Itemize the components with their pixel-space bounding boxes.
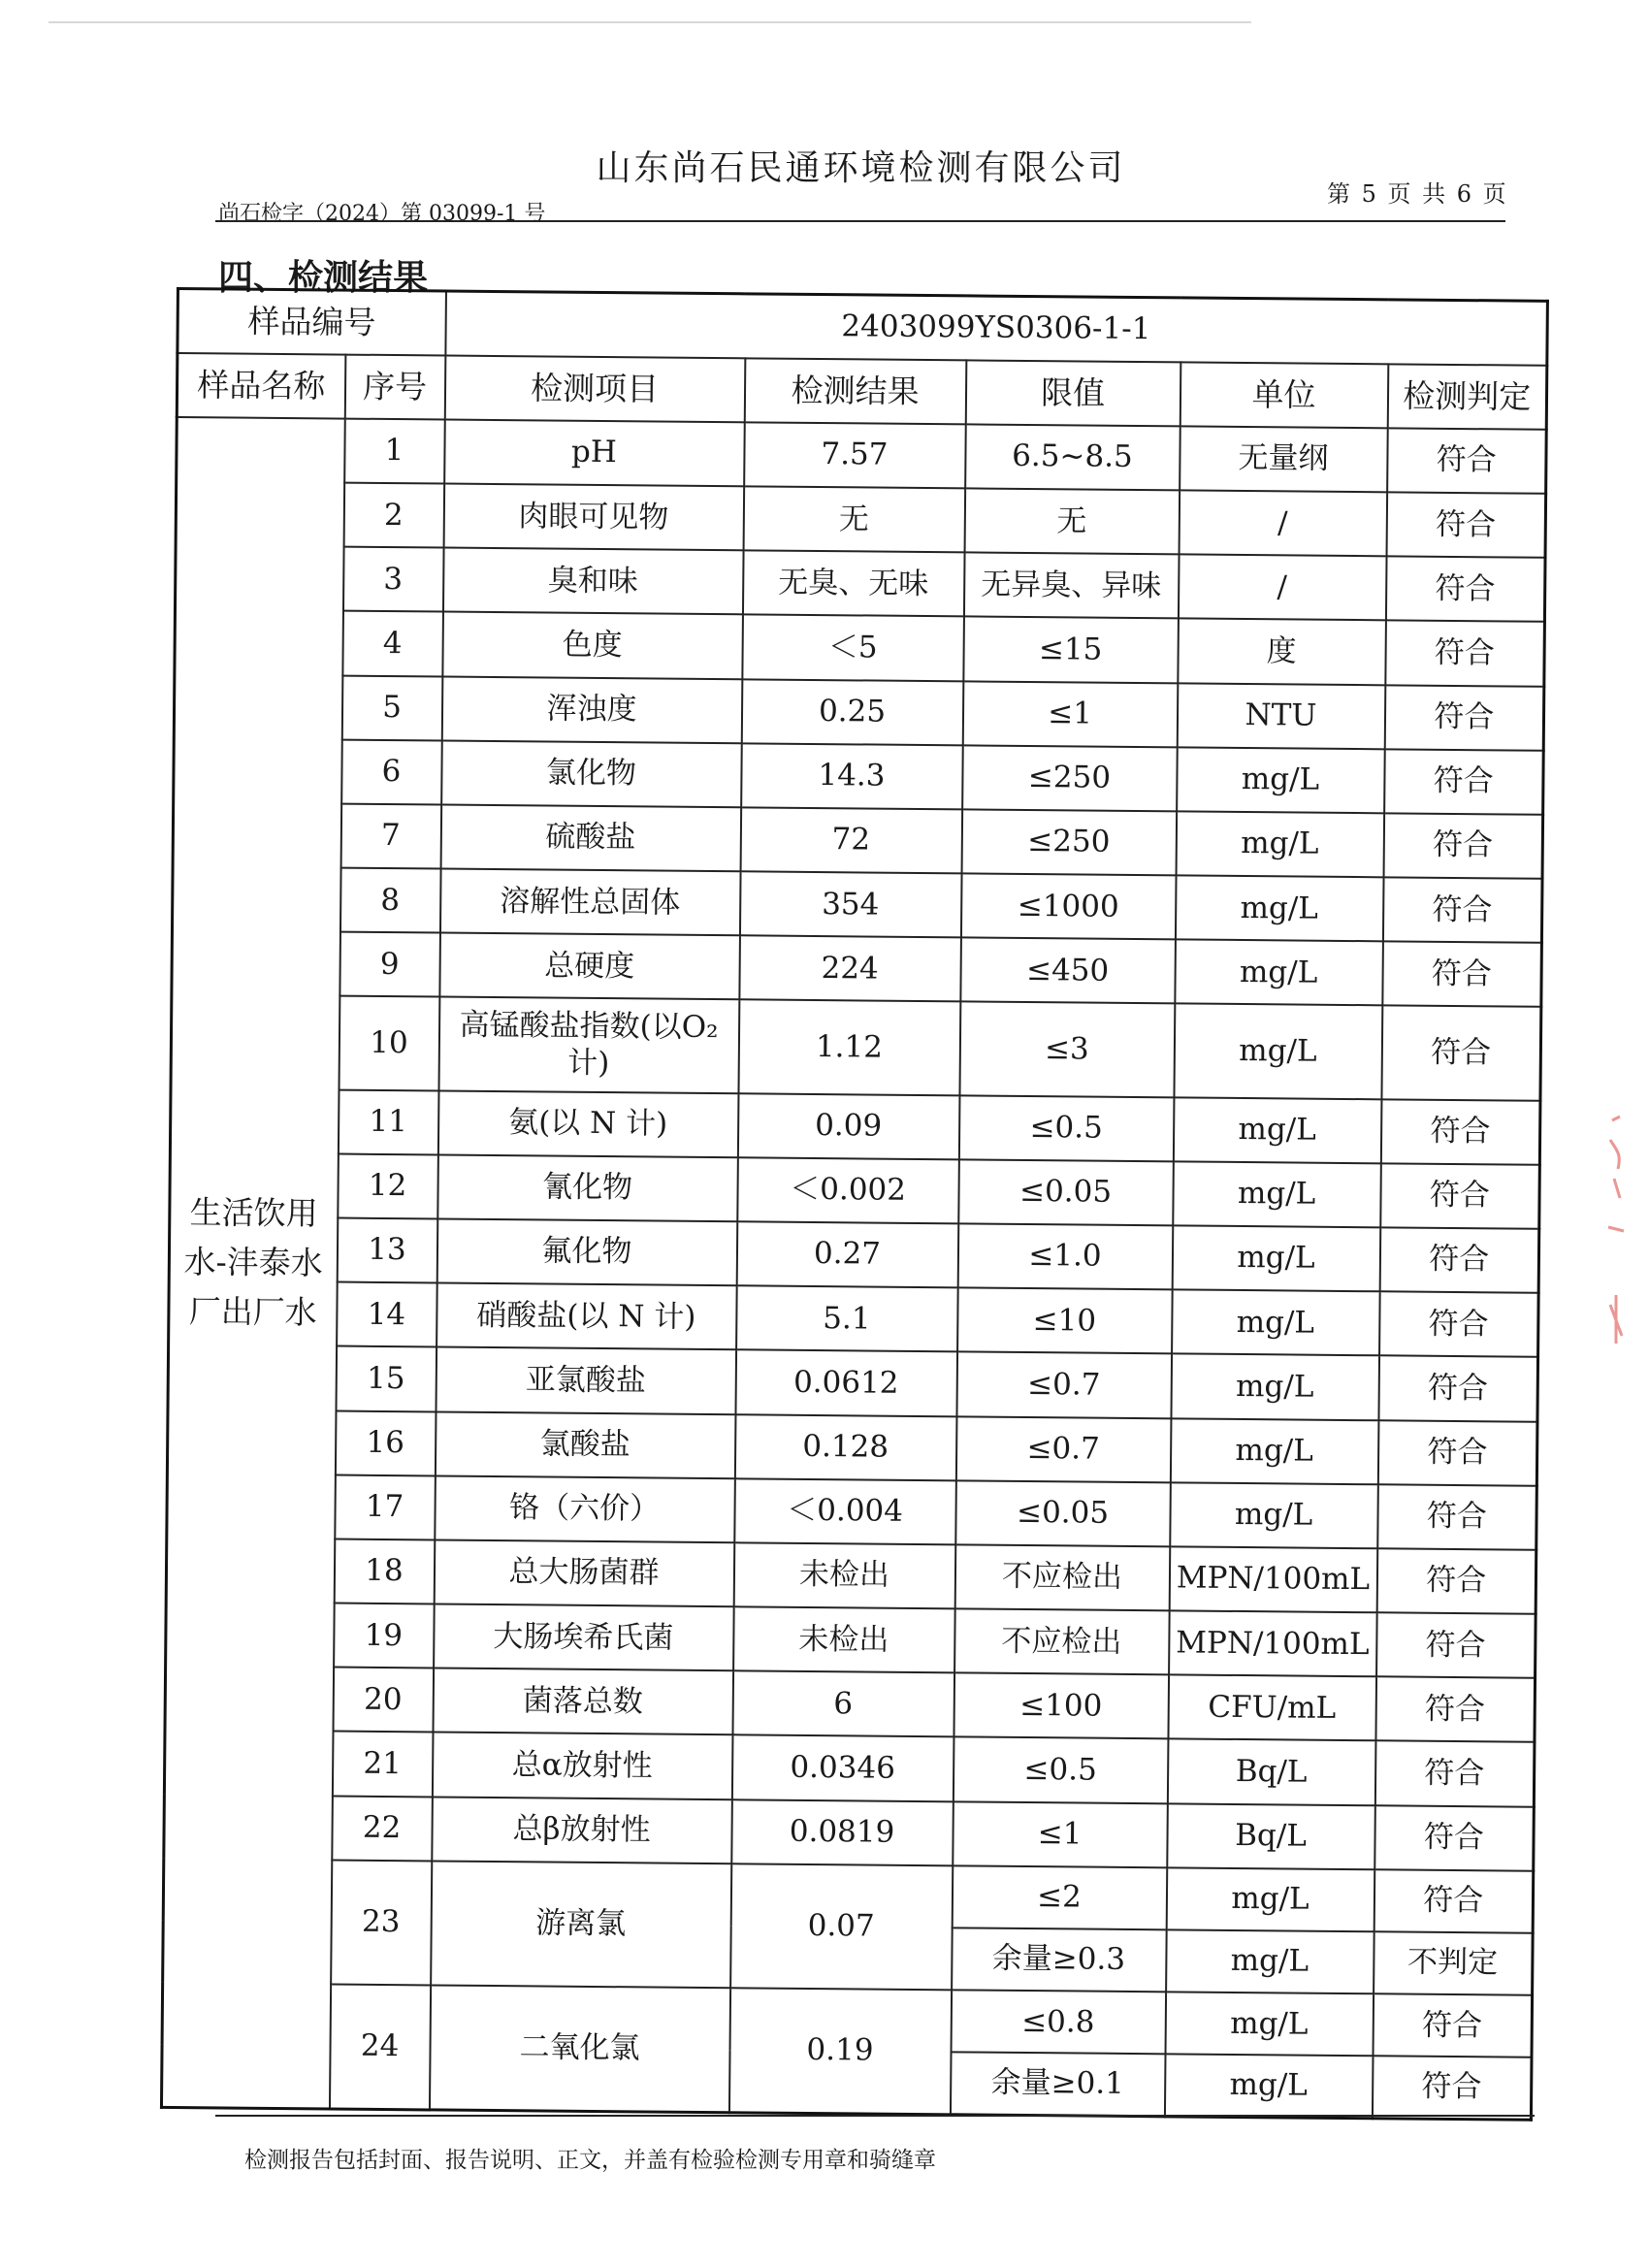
cell-verdict: 符合 bbox=[1385, 557, 1545, 623]
cell-verdict: 符合 bbox=[1376, 1612, 1536, 1678]
cell-unit: MPN/100mL bbox=[1169, 1546, 1377, 1612]
cell-limit: ≤250 bbox=[962, 745, 1178, 811]
cell-seq: 4 bbox=[342, 611, 443, 676]
cell-unit: mg/L bbox=[1165, 1992, 1374, 2056]
cell-unit: mg/L bbox=[1171, 1354, 1379, 1420]
cell-result: ＜0.004 bbox=[734, 1478, 956, 1544]
unit-header: 单位 bbox=[1180, 362, 1388, 428]
cell-seq: 19 bbox=[334, 1604, 435, 1669]
cell-limit: ≤0.5 bbox=[953, 1737, 1168, 1803]
cell-unit: NTU bbox=[1177, 683, 1385, 749]
cell-unit: mg/L bbox=[1175, 940, 1383, 1006]
cell-verdict: 符合 bbox=[1382, 942, 1542, 1008]
cell-limit: 余量≥0.1 bbox=[950, 2052, 1165, 2116]
table-row bbox=[162, 1983, 1533, 2057]
cell-item: 色度 bbox=[442, 612, 743, 679]
cell-result: 0.07 bbox=[730, 1863, 953, 1990]
cell-result: 0.0612 bbox=[735, 1350, 957, 1416]
cell-unit: MPN/100mL bbox=[1169, 1610, 1377, 1676]
cell-unit: mg/L bbox=[1172, 1290, 1380, 1356]
cell-limit: ≤450 bbox=[960, 938, 1176, 1004]
cell-limit: 6.5~8.5 bbox=[965, 424, 1180, 490]
cell-item: 游离氯 bbox=[431, 1861, 731, 1988]
cell-limit: ≤250 bbox=[961, 809, 1177, 875]
cell-result: 6 bbox=[732, 1670, 954, 1736]
footer-rule bbox=[215, 2115, 1535, 2117]
cell-item: 大肠埃希氏菌 bbox=[434, 1604, 734, 1670]
verdict-header: 检测判定 bbox=[1387, 364, 1547, 430]
cell-seq: 8 bbox=[340, 868, 440, 933]
sample-number-value: 2403099YS0306-1-1 bbox=[445, 291, 1548, 365]
cell-seq: 23 bbox=[331, 1860, 432, 1985]
cell-limit: ≤0.7 bbox=[955, 1416, 1171, 1482]
cell-limit: ≤1 bbox=[962, 681, 1178, 747]
cell-limit: ≤100 bbox=[954, 1673, 1169, 1739]
cell-verdict: 符合 bbox=[1377, 1484, 1537, 1550]
cell-verdict: 符合 bbox=[1378, 1356, 1538, 1422]
cell-verdict: 符合 bbox=[1382, 877, 1542, 943]
cell-result: 1.12 bbox=[738, 1000, 960, 1095]
cell-verdict: 符合 bbox=[1374, 1741, 1535, 1807]
cell-item: 总β放射性 bbox=[432, 1797, 732, 1863]
cell-seq: 18 bbox=[334, 1539, 435, 1604]
cell-seq: 11 bbox=[338, 1089, 438, 1154]
cell-limit: ≤0.5 bbox=[958, 1095, 1174, 1161]
cell-limit: 不应检出 bbox=[954, 1544, 1170, 1610]
page-number: 第 5 页 共 6 页 bbox=[1327, 180, 1508, 208]
cell-verdict: 符合 bbox=[1384, 749, 1544, 815]
cell-verdict: 符合 bbox=[1375, 1676, 1536, 1742]
cell-verdict: 符合 bbox=[1372, 2056, 1532, 2120]
cell-item: 肉眼可见物 bbox=[443, 484, 744, 551]
cell-item: pH bbox=[444, 419, 745, 486]
cell-seq: 10 bbox=[339, 996, 439, 1090]
cell-item: 总硬度 bbox=[439, 933, 740, 1000]
cell-item: 氰化物 bbox=[437, 1154, 738, 1221]
cell-verdict: 符合 bbox=[1374, 1805, 1535, 1871]
cell-unit: mg/L bbox=[1166, 1929, 1374, 1993]
cell-item: 臭和味 bbox=[442, 548, 743, 615]
section-title: 四、检测结果 bbox=[218, 257, 429, 298]
top-scan-line bbox=[48, 21, 1251, 23]
cell-result: 5.1 bbox=[736, 1285, 958, 1351]
cell-verdict: 符合 bbox=[1384, 685, 1544, 751]
cell-unit: mg/L bbox=[1170, 1418, 1378, 1484]
cell-limit: 不应检出 bbox=[954, 1608, 1170, 1674]
cell-limit: ≤1 bbox=[953, 1801, 1168, 1867]
cell-unit: mg/L bbox=[1173, 1161, 1381, 1227]
cell-unit: / bbox=[1178, 555, 1386, 621]
cell-result: ＜5 bbox=[742, 615, 964, 681]
cell-limit: ≤2 bbox=[952, 1865, 1167, 1929]
cell-unit: / bbox=[1179, 490, 1387, 556]
cell-seq: 14 bbox=[337, 1282, 437, 1347]
cell-unit: mg/L bbox=[1170, 1482, 1378, 1548]
table-row bbox=[171, 994, 1541, 1100]
cell-item: 铬（六价） bbox=[435, 1475, 735, 1542]
cell-item: 硝酸盐(以 N 计) bbox=[436, 1283, 737, 1350]
cell-unit: mg/L bbox=[1176, 811, 1384, 877]
cell-unit: mg/L bbox=[1173, 1097, 1381, 1163]
cell-unit: mg/L bbox=[1164, 2054, 1373, 2118]
cell-item: 菌落总数 bbox=[433, 1669, 733, 1735]
cell-verdict: 符合 bbox=[1386, 492, 1546, 558]
sample-name-header: 样品名称 bbox=[177, 353, 345, 419]
cell-limit: 无 bbox=[964, 488, 1180, 554]
cell-limit: ≤0.05 bbox=[955, 1480, 1171, 1546]
cell-verdict: 符合 bbox=[1383, 813, 1543, 879]
cell-seq: 13 bbox=[337, 1218, 437, 1283]
cell-verdict: 符合 bbox=[1377, 1420, 1537, 1486]
cell-verdict: 符合 bbox=[1379, 1291, 1539, 1357]
cell-unit: CFU/mL bbox=[1168, 1675, 1376, 1741]
cell-seq: 2 bbox=[343, 483, 444, 548]
cell-limit: ≤1000 bbox=[960, 873, 1176, 939]
cell-seq: 22 bbox=[332, 1796, 433, 1861]
cell-result: 未检出 bbox=[733, 1542, 955, 1608]
cell-limit: ≤1.0 bbox=[957, 1223, 1173, 1289]
cell-item: 氯酸盐 bbox=[435, 1411, 735, 1478]
cell-verdict: 符合 bbox=[1385, 621, 1545, 687]
cell-unit: mg/L bbox=[1166, 1867, 1374, 1931]
cell-item: 高锰酸盐指数(以O₂计) bbox=[438, 997, 739, 1093]
cell-result: 未检出 bbox=[733, 1606, 955, 1672]
cell-verdict: 符合 bbox=[1376, 1548, 1536, 1614]
cell-unit: Bq/L bbox=[1167, 1739, 1375, 1805]
cell-limit: ≤10 bbox=[957, 1288, 1173, 1354]
cell-seq: 9 bbox=[340, 932, 440, 997]
cell-unit: 度 bbox=[1178, 619, 1386, 685]
sample-number-label: 样品编号 bbox=[178, 289, 446, 356]
item-header: 检测项目 bbox=[444, 355, 745, 422]
cell-unit: mg/L bbox=[1172, 1225, 1380, 1291]
cell-unit: mg/L bbox=[1174, 1004, 1382, 1099]
cell-seq: 15 bbox=[336, 1346, 436, 1411]
cell-seq: 20 bbox=[333, 1668, 434, 1733]
cell-result: 0.19 bbox=[728, 1988, 951, 2115]
result-header: 检测结果 bbox=[744, 358, 966, 424]
limit-header: 限值 bbox=[965, 360, 1180, 426]
cell-verdict: 符合 bbox=[1373, 1993, 1533, 2057]
cell-item: 总α放射性 bbox=[432, 1733, 732, 1799]
cell-item: 硫酸盐 bbox=[440, 804, 741, 871]
cell-verdict: 符合 bbox=[1380, 1099, 1540, 1165]
seam-stamp-mark bbox=[1606, 1111, 1628, 1363]
seq-header: 序号 bbox=[344, 354, 445, 419]
cell-seq: 24 bbox=[329, 1985, 430, 2110]
cell-result: 0.25 bbox=[741, 679, 963, 745]
cell-result: 7.57 bbox=[744, 422, 966, 488]
cell-seq: 16 bbox=[335, 1410, 436, 1475]
cell-result: 无臭、无味 bbox=[742, 550, 964, 616]
cell-item: 氯化物 bbox=[441, 740, 742, 807]
table-row bbox=[163, 1859, 1534, 1933]
cell-seq: 6 bbox=[341, 739, 442, 804]
cell-result: 224 bbox=[739, 936, 961, 1002]
cell-result: 0.27 bbox=[736, 1221, 958, 1287]
cell-verdict: 符合 bbox=[1374, 1869, 1534, 1933]
cell-seq: 12 bbox=[338, 1153, 438, 1218]
sample-name-value: 生活饮用水-沣泰水厂出厂水 bbox=[161, 417, 344, 2109]
cell-item: 亚氯酸盐 bbox=[436, 1347, 736, 1414]
cell-result: 0.128 bbox=[734, 1414, 956, 1480]
cell-unit: mg/L bbox=[1177, 747, 1385, 813]
cell-limit: ≤0.05 bbox=[958, 1159, 1174, 1225]
cell-seq: 17 bbox=[335, 1474, 436, 1539]
cell-verdict: 符合 bbox=[1387, 428, 1547, 494]
company-name: 山东尚石民通环境检测有限公司 bbox=[596, 148, 1126, 188]
cell-limit: ≤0.8 bbox=[951, 1990, 1166, 2054]
cell-limit: 无异臭、异味 bbox=[963, 553, 1179, 619]
cell-result: 354 bbox=[739, 871, 961, 937]
cell-limit: ≤3 bbox=[959, 1002, 1175, 1097]
cell-result: 14.3 bbox=[741, 743, 963, 809]
cell-item: 氟化物 bbox=[436, 1218, 737, 1285]
cell-seq: 1 bbox=[344, 418, 445, 483]
results-table bbox=[160, 287, 1549, 2122]
cell-seq: 3 bbox=[342, 547, 443, 612]
cell-verdict: 符合 bbox=[1380, 1163, 1540, 1229]
cell-seq: 7 bbox=[340, 803, 441, 868]
cell-verdict: 符合 bbox=[1381, 1006, 1541, 1101]
cell-limit: 余量≥0.3 bbox=[952, 1928, 1167, 1992]
cell-seq: 21 bbox=[332, 1732, 433, 1797]
cell-unit: 无量纲 bbox=[1180, 426, 1388, 492]
cell-item: 浑浊度 bbox=[441, 676, 742, 743]
cell-result: 0.09 bbox=[737, 1093, 959, 1159]
cell-limit: ≤15 bbox=[963, 617, 1179, 683]
cell-verdict: 符合 bbox=[1379, 1227, 1539, 1293]
cell-unit: mg/L bbox=[1175, 875, 1383, 941]
cell-item: 总大肠菌群 bbox=[434, 1539, 734, 1606]
cell-result: ＜0.002 bbox=[737, 1157, 959, 1223]
header-rule bbox=[215, 220, 1505, 222]
cell-result: 0.0346 bbox=[731, 1735, 954, 1801]
cell-result: 无 bbox=[743, 486, 965, 552]
footer-note: 检测报告包括封面、报告说明、正文，并盖有检验检测专用章和骑缝章 bbox=[244, 2148, 936, 2173]
cell-item: 氨(以 N 计) bbox=[437, 1090, 738, 1157]
cell-item: 溶解性总固体 bbox=[439, 869, 740, 936]
cell-seq: 5 bbox=[341, 675, 442, 740]
cell-unit: Bq/L bbox=[1167, 1803, 1375, 1869]
cell-verdict: 不判定 bbox=[1374, 1931, 1534, 1995]
cell-item: 二氧化氯 bbox=[429, 1985, 729, 2112]
report-number: 尚石检字（2024）第 03099-1 号 bbox=[218, 202, 546, 226]
cell-result: 0.0819 bbox=[731, 1799, 954, 1865]
cell-result: 72 bbox=[740, 807, 962, 873]
cell-limit: ≤0.7 bbox=[956, 1352, 1172, 1418]
